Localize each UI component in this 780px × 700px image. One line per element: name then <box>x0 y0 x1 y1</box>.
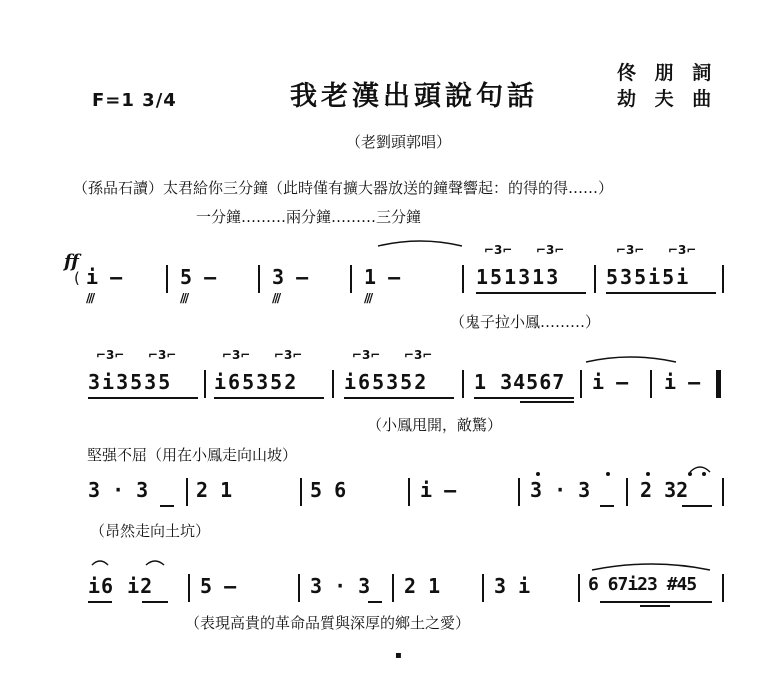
page-mark: ▪ <box>395 650 402 661</box>
stage-note-2: （小鳳甩開，敵驚） <box>367 416 503 434</box>
performer-note: （老劉頭郭唱） <box>346 133 452 151</box>
song-title: 我老漢出頭說句話 <box>290 81 538 112</box>
measure-3-6: 2 32 <box>640 478 689 502</box>
barline <box>578 574 580 602</box>
triplet-mark: ⌐3⌐ <box>536 243 565 257</box>
double-barline <box>716 370 721 398</box>
section-note: 堅强不屈（用在小鳳走向山坡） <box>87 446 298 464</box>
measure-2-5: i — <box>592 370 629 394</box>
barline <box>300 478 302 506</box>
barline <box>722 574 724 602</box>
barline <box>350 265 352 293</box>
barline <box>298 574 300 602</box>
barline <box>580 370 582 398</box>
measure-4-2: 5 — <box>200 574 237 598</box>
score-row-3 <box>0 478 780 512</box>
measure-1-5: 151313 <box>476 265 561 289</box>
narration-line-2: 一分鐘………兩分鐘………三分鐘 <box>196 208 422 226</box>
beam-line <box>520 401 574 403</box>
beam-line <box>600 505 614 507</box>
measure-4-3: 3 · 3 <box>310 574 371 598</box>
lyricist-credit: 佟 朋 詞 <box>617 62 718 84</box>
octave-dot <box>606 472 610 476</box>
measure-3-5: 3 · 3 <box>530 478 591 502</box>
measure-1-2: 5 — <box>180 265 217 289</box>
measure-3-1: 3 · 3 <box>88 478 149 502</box>
barline <box>332 370 334 398</box>
barline <box>594 265 596 293</box>
beam-line <box>160 505 174 507</box>
triplet-mark: ⌐3⌐ <box>616 243 645 257</box>
beam-line <box>344 397 454 399</box>
octave-dot <box>688 472 692 476</box>
measure-4-5: 3 i <box>494 574 531 598</box>
beam-line <box>142 601 168 603</box>
stage-note-5: （表現高貴的革命品質與深厚的鄉土之愛） <box>185 614 471 632</box>
measure-1-1: i — <box>86 265 123 289</box>
section-note-2: （昂然走向土坑） <box>90 522 211 540</box>
key-signature: F=1 3/4 <box>92 90 177 111</box>
barline <box>722 265 724 293</box>
triplet-mark: ⌐3⌐ <box>148 348 177 362</box>
score-row-2 <box>0 348 780 404</box>
barline <box>722 478 724 506</box>
beam-line <box>88 601 112 603</box>
measure-2-3: i65352 <box>344 370 429 394</box>
beam-line <box>600 601 712 603</box>
triplet-mark: ⌐3⌐ <box>484 243 513 257</box>
triplet-mark: ⌐3⌐ <box>274 348 303 362</box>
beam-line <box>88 397 198 399</box>
beam-line <box>476 292 586 294</box>
barline <box>204 370 206 398</box>
paren-open: ( <box>74 269 80 287</box>
score-row-1 <box>0 243 780 305</box>
barline <box>166 265 168 293</box>
beam-line <box>640 605 670 607</box>
tremolo-mark: /// <box>364 291 372 305</box>
measure-4-6: 6 67i23 #45 <box>588 574 697 595</box>
tremolo-mark: /// <box>86 291 94 305</box>
beam-line <box>682 505 712 507</box>
barline <box>188 574 190 602</box>
beam-line <box>368 601 382 603</box>
barline <box>482 574 484 602</box>
triplet-mark: ⌐3⌐ <box>96 348 125 362</box>
triplet-mark: ⌐3⌐ <box>222 348 251 362</box>
measure-1-4: 1 — <box>364 265 401 289</box>
narration-line-1: （孫品石讀）太君給你三分鐘（此時僅有擴大器放送的鐘聲響起：的得的得……） <box>73 179 614 197</box>
barline <box>186 478 188 506</box>
beam-line <box>474 397 574 399</box>
score-row-4 <box>0 574 780 608</box>
measure-3-2: 2 1 <box>196 478 233 502</box>
octave-dot <box>646 472 650 476</box>
measure-2-1: 3i3535 <box>88 370 173 394</box>
barline <box>518 478 520 506</box>
tremolo-mark: /// <box>272 291 280 305</box>
barline <box>258 265 260 293</box>
measure-1-3: 3 — <box>272 265 309 289</box>
barline <box>650 370 652 398</box>
stage-note-1: （鬼子拉小鳳………） <box>450 313 601 331</box>
octave-dot <box>536 472 540 476</box>
measure-1-6: 535i5i <box>606 265 691 289</box>
barline <box>408 478 410 506</box>
measure-3-3: 5 6 <box>310 478 347 502</box>
triplet-mark: ⌐3⌐ <box>404 348 433 362</box>
measure-2-4: 1 34567 <box>474 370 566 394</box>
barline <box>392 574 394 602</box>
tremolo-mark: /// <box>180 291 188 305</box>
barline <box>626 478 628 506</box>
triplet-mark: ⌐3⌐ <box>352 348 381 362</box>
measure-2-2: i65352 <box>214 370 299 394</box>
beam-line <box>606 292 716 294</box>
measure-4-4: 2 1 <box>404 574 441 598</box>
measure-2-6: i — <box>664 370 701 394</box>
measure-3-4: i — <box>420 478 457 502</box>
beam-line <box>214 397 324 399</box>
barline <box>462 265 464 293</box>
dynamic-marking: ff <box>64 251 79 272</box>
triplet-mark: ⌐3⌐ <box>668 243 697 257</box>
octave-dot <box>702 472 706 476</box>
barline <box>462 370 464 398</box>
composer-credit: 劫 夫 曲 <box>617 88 718 110</box>
measure-4-1: i6 i2 <box>88 574 154 598</box>
